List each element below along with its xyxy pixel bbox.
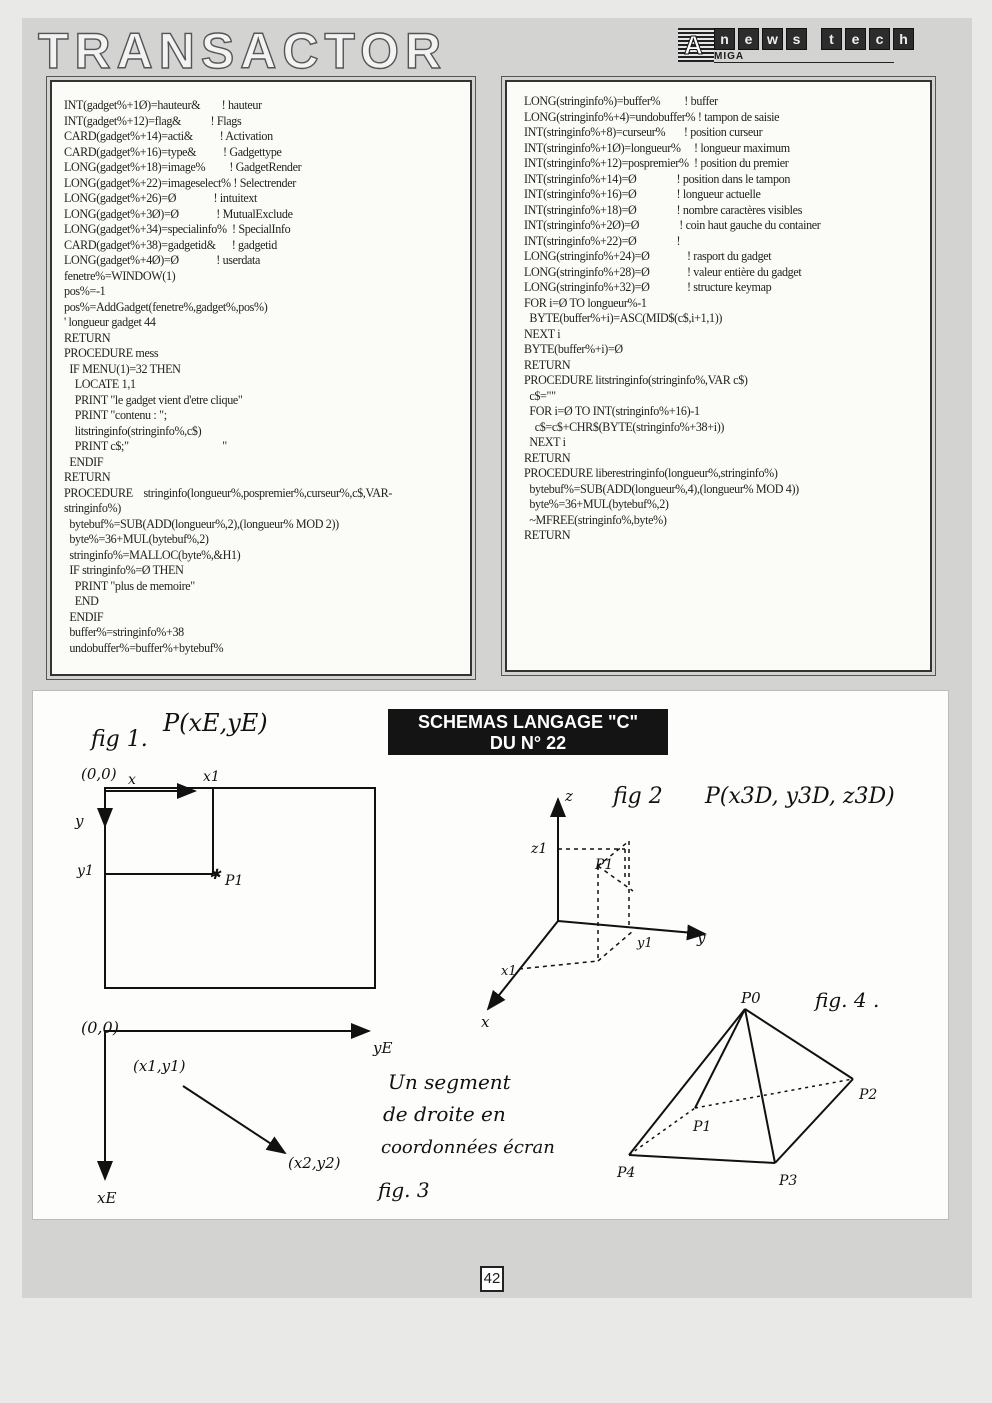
- fig2-y1: y1: [637, 936, 653, 951]
- fig2-z: z: [565, 787, 573, 805]
- fig2-x-axis: [488, 921, 558, 1009]
- fig4-p1: P1: [693, 1119, 712, 1135]
- fig3-caption-1: Un segment: [388, 1070, 511, 1094]
- fig1-point-mark: ✱: [209, 867, 221, 883]
- news-tech-tiles: [714, 28, 914, 50]
- fig2-p1: P1: [595, 857, 614, 873]
- schemas-figure: [32, 690, 949, 1220]
- fig1-origin: (0,0): [81, 765, 117, 783]
- fig3-caption-3: coordonnées écran: [381, 1137, 555, 1158]
- tile-e1: e: [738, 28, 759, 50]
- tile-n: n: [714, 28, 735, 50]
- tile-h: h: [893, 28, 914, 50]
- fig1-diagram: [74, 709, 375, 988]
- code-listing-right: LONG(stringinfo%)=buffer% ! buffer LONG(stringinfo%+4)=undobuffer% ! tampon de saisie INT(stringinfo%+8)=curseur% ! position curseur INT(stringinfo%+1Ø)=longueur% ! longueur maximum INT(stringinfo%+12)=pospremier% ! position du premier INT(stringinfo%+14)=Ø ! position dans le tampon INT(stringinfo%+16)=Ø ! longueur actuelle INT(stringinfo%+18)=Ø ! nombre caractères visibles INT(stringinfo%+2Ø)=Ø ! coin haut gauche du container INT(stringinfo%+22)=Ø ! LONG(stringinfo%+24)=Ø ! rasport du gadget LONG(stringinfo%+28)=Ø ! valeur entière du gadget LONG(stringinfo%+32)=Ø ! structure keymap FOR i=Ø TO longueur%-1 BYTE(buffer%+i)=ASC(MID$(c$,i+1,1)) NEXT i BYTE(buffer%+i)=Ø RETURN PROCEDURE litstringinfo(stringinfo%,VAR c$) c$="" FOR i=Ø TO INT(stringinfo%+16)-1 c$=c$+CHR$(BYTE(stringinfo%+38+i)) NEXT i RETURN PROCEDURE liberestringinfo(longueur%,stringinfo%) bytebuf%=SUB(ADD(longueur%,4),(longueur% MOD 4)) byte%=36+MUL(bytebuf%,2) ~MFREE(stringinfo%,byte%) RETURN: [524, 94, 821, 542]
- fig4-p3: P3: [779, 1173, 798, 1189]
- fig2-x: x: [481, 1013, 490, 1031]
- fig2-z1: z1: [531, 841, 548, 857]
- code-panel-right: [505, 80, 932, 672]
- fig3-xe-label: xE: [97, 1189, 117, 1207]
- schemas-title-line1: SCHEMAS LANGAGE "C": [417, 712, 639, 732]
- tile-t: t: [821, 28, 842, 50]
- code-panel-left: [50, 80, 472, 676]
- fig3-origin: (0,0): [81, 1018, 119, 1037]
- tile-e2: e: [845, 28, 866, 50]
- fig3-ye-label: yE: [373, 1039, 393, 1057]
- fig1-label: fig 1.: [91, 727, 148, 752]
- fig2-x1: x1: [501, 964, 517, 979]
- fig2-y-axis: [558, 921, 705, 934]
- fig3-end-label: (x2,y2): [288, 1154, 341, 1172]
- fig3-start-label: (x1,y1): [133, 1057, 186, 1075]
- tile-w: w: [762, 28, 783, 50]
- code-listing-left: INT(gadget%+1Ø)=hauteur& ! hauteur INT(gadget%+12)=flag& ! Flags CARD(gadget%+14)=acti& ! Activation CARD(gadget%+16)=type& ! Gadgettype LONG(gadget%+18)=image% ! GadgetRender LONG(gadget%+22)=imageselect% ! Selectrender LONG(gadget%+26)=Ø ! intuitext LONG(gadget%+3Ø)=Ø ! MutualExclude LONG(gadget%+34)=specialinfo% ! SpecialInfo CARD(gadget%+38)=gadgetid& ! gadgetid LONG(gadget%+4Ø)=Ø ! userdata fenetre%=WINDOW(1) pos%=-1 pos%=AddGadget(fenetre%,gadget%,pos%) ' longueur gadget 44 RETURN PROCEDURE mess IF MENU(1)=32 THEN LOCATE 1,1 PRINT "le gadget vient d'etre clique" PRINT "contenu : "; litstringinfo(stringinfo%,c$) PRINT c$;" " ENDIF RETURN PROCEDURE stringinfo(longueur%,pospremier%,curseur%,c$,VAR- stringinfo%) bytebuf%=SUB(ADD(longueur%,2),(longueur% MOD 2)) byte%=36+MUL(bytebuf%,2) stringinfo%=MALLOC(byte%,&H1) IF stringinfo%=Ø THEN PRINT "plus de memoire" END ENDIF buffer%=stringinfo%+38 undobuffer%=buffer%+bytebuf%: [64, 98, 393, 655]
- tile-c: c: [869, 28, 890, 50]
- fig1-y1-label: y1: [77, 863, 94, 879]
- news-tech-header: [678, 26, 910, 64]
- fig1-y: y: [75, 812, 84, 830]
- fig1-x1-label: x1: [203, 769, 220, 785]
- fig3-caption-2: de droite en: [383, 1102, 506, 1126]
- fig2-point-label: P(x3D, y3D, z3D): [705, 784, 895, 809]
- fig1-point-label: P(xE,yE): [163, 709, 268, 737]
- schema-drawings: [33, 691, 948, 1219]
- fig3-segment: [183, 1086, 285, 1153]
- fig1-p1-label: P1: [225, 873, 244, 889]
- amiga-badge: [678, 28, 714, 62]
- amiga-letter: A: [684, 30, 703, 60]
- fig3-label: fig. 3: [378, 1178, 430, 1202]
- fig1-x: x: [128, 772, 136, 788]
- fig3-diagram: [81, 1018, 555, 1207]
- fig4-p4: P4: [617, 1165, 636, 1181]
- page-number: 42: [480, 1266, 504, 1292]
- fig4-p0: P0: [741, 989, 761, 1007]
- fig4-label: fig. 4 .: [815, 988, 880, 1012]
- fig4-p2: P2: [859, 1087, 878, 1103]
- fig4-pyramid: [629, 1009, 853, 1163]
- fig4-diagram: [616, 988, 879, 1189]
- fig4-hidden-edges: [629, 1079, 853, 1155]
- fig2-y: y: [697, 929, 706, 947]
- fig2-label: fig 2: [613, 784, 663, 809]
- tile-s: s: [786, 28, 807, 50]
- magazine-logo: TRANSACTOR: [38, 23, 448, 79]
- amiga-word: MIGA: [714, 51, 894, 63]
- schemas-title-line2: DU N° 22: [489, 733, 567, 753]
